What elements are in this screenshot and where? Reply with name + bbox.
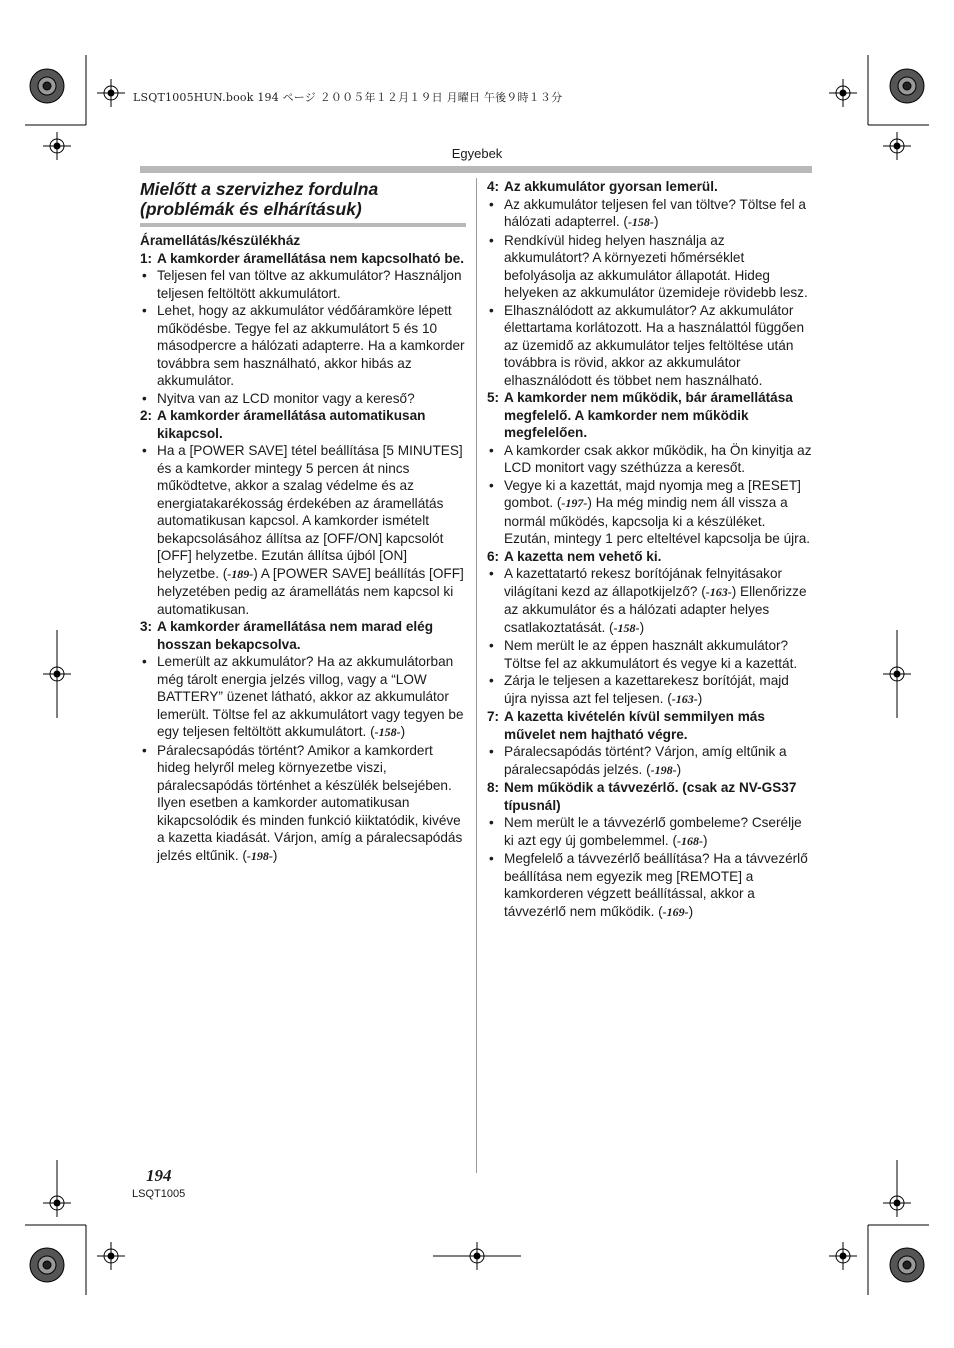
- list-item-text: [504, 196, 813, 232]
- bullet-icon: •: [489, 442, 494, 458]
- list-item-text: [504, 442, 813, 477]
- numbered-problem: [140, 618, 466, 653]
- list-item-text: [157, 390, 466, 408]
- crosshair-icon: [433, 1242, 521, 1270]
- item-text: A kamkorder csak akkor működik, ha Ön kinyitja az LCD monitort vagy széthúzza a keresőt.: [504, 442, 812, 475]
- page-reference: -197-: [561, 496, 588, 510]
- problem-title: A kamkorder áramellátása automatikusan kikapcsol.: [157, 408, 426, 441]
- list-item-text: [157, 742, 466, 866]
- bullet-icon: •: [489, 851, 494, 866]
- section-label: Egyebek: [451, 146, 503, 161]
- list-item: [140, 653, 466, 742]
- list-item: [140, 742, 466, 866]
- bullet-icon: •: [489, 744, 494, 759]
- item-text: ): [697, 690, 703, 706]
- bullet-icon: •: [142, 654, 147, 669]
- list-item-text: [157, 442, 466, 618]
- bullet-icon: •: [489, 196, 494, 212]
- list-item: [487, 477, 813, 548]
- column-divider: [476, 178, 477, 1173]
- problem-title: A kamkorder nem működik, bár áramellátása megfelelő. A kamkorder nem működik megfelelően.: [504, 390, 793, 440]
- title-rule: [140, 223, 466, 227]
- list-item: [487, 672, 813, 708]
- problem-title: A kazetta nem vehető ki.: [504, 548, 662, 564]
- page-reference: -158-: [374, 725, 401, 739]
- list-item: [140, 390, 466, 408]
- crosshair-icon: [883, 630, 911, 718]
- bullet-icon: •: [489, 232, 494, 248]
- list-item: [487, 850, 813, 921]
- item-text: Lehet, hogy az akkumulátor védőáramköre lépett működésbe. Tegye fel az akkumulátort 5 és 10 másodpercre a hálózati adapterre. Ha a kamkorder továbbra sem használható, akkor hibás az akkumulátor.: [157, 303, 465, 388]
- item-text: A kazettatartó rekesz borítójának felnyitásakor világítani kezd az állapotkijelző? (: [504, 566, 783, 599]
- list-item-text: [504, 477, 813, 548]
- list-item: [487, 302, 813, 390]
- problem-number: 2:: [140, 408, 153, 423]
- bullet-icon: •: [489, 302, 494, 318]
- page-reference: -189-: [227, 566, 254, 581]
- numbered-problem: [487, 389, 813, 442]
- list-item-text: [504, 232, 813, 302]
- document-code: LSQT1005: [132, 1188, 186, 1200]
- page-reference: -169-: [662, 904, 689, 919]
- problem-title: Az akkumulátor gyorsan lemerül.: [504, 179, 718, 194]
- page-reference: -163-: [705, 584, 732, 599]
- item-text: Ha a [POWER SAVE] tétel beállítása [5 MINUTES] és a kamkorder mintegy 5 percen át nincs működtetve, akkor a szalag védelme és az energiatakarékosság érdekében az áramellátás automatikusan kapcsol. A kamkorder ismételt bekapcsolásához állítsa az [OFF/ON] kapcsolót [OFF] helyzetbe. Ezután állítsa újból [ON] helyzetbe. (: [157, 443, 463, 581]
- page-reference: -198-: [650, 762, 677, 777]
- problem-number: 7:: [487, 709, 500, 724]
- list-item: [140, 267, 466, 302]
- print-header: LSQT1005HUN.book 194 ページ ２００５年１２月１９日 月曜日 午後９時１３分: [133, 91, 563, 104]
- bullet-icon: •: [142, 303, 147, 318]
- problem-title: A kamkorder áramellátása nem marad elég hosszan bekapcsolva.: [157, 619, 434, 652]
- numbered-problem: [140, 250, 466, 268]
- item-text: Zárja le teljesen a kazettarekesz borítóját, majd újra nyissa azt fel teljesen. (: [504, 673, 789, 706]
- item-text: Elhasználódott az akkumulátor? Az akkumulátor élettartama korlátozott. Ha a használattól függően az üzemidő az akkumulátor teljes feltöltése után továbbra is rövid, akkor az akkumulátor elhasználódott és többet nem használható.: [504, 302, 804, 388]
- registration-disc-icon: [890, 69, 924, 103]
- problem-number: 1:: [140, 250, 153, 266]
- section-heading: Áramellátás/készülékház: [140, 233, 301, 248]
- registration-disc-icon: [30, 69, 64, 103]
- item-text: Lemerült az akkumulátor? Ha az akkumulátorban még tárolt energia jelzés villog, vagy a “LOW BATTERY” üzenet látható, akkor az akkumulátor lemerült. Töltse fel az akkumulátort vagy tegyen be egy teljesen feltöltött akkumulátort. (: [157, 654, 464, 739]
- item-text: Nem merült le a távvezérlő gombeleme? Cserélje ki azt egy új gombelemmel. (: [504, 815, 802, 848]
- list-item-text: [157, 267, 466, 302]
- bullet-icon: •: [142, 443, 147, 458]
- page-reference: -163-: [671, 691, 698, 706]
- page-title: Mielőtt a szervizhez fordulna (problémák és elhárításuk): [140, 179, 379, 219]
- bullet-icon: •: [489, 638, 494, 653]
- problem-title: Nem működik a távvezérlő. (csak az NV-GS37 típusnál): [504, 780, 797, 813]
- bullet-icon: •: [489, 566, 494, 581]
- list-item-text: [504, 302, 813, 390]
- item-text: ): [639, 619, 645, 635]
- item-text: ) Ellenőrizze az akkumulátor és a hálózati adapter helyes csatlakoztatását. (: [504, 583, 807, 635]
- page-reference: -168-: [677, 833, 704, 848]
- item-text: Megfelelő a távvezérlő beállítása? Ha a távvezérlő beállítása nem egyezik meg [REMOTE] a kamkorderen végzett beállítással, akkor a távvezérlő nem működik. (: [504, 851, 808, 919]
- crosshair-icon: [97, 1242, 125, 1270]
- bullet-icon: •: [142, 268, 147, 283]
- page-reference: -158-: [613, 620, 640, 635]
- item-text: Rendkívül hideg helyen használja az akkumulátort? A környezeti hőmérséklet befolyásolja az akkumulátor állapotát. Hideg helyeken az akkumulátor üzemideje rövidebb lesz.: [504, 232, 808, 300]
- problem-number: 4:: [487, 179, 500, 194]
- item-text: ) Ha még mindig nem áll vissza a normál működés, kapcsolja ki a készüléket. Ezután, mintegy 1 perc elteltével kapcsolja be újra.: [504, 495, 811, 546]
- problem-title: A kamkorder áramellátása nem kapcsolható be.: [157, 250, 465, 266]
- list-item-text: [504, 743, 813, 779]
- crosshair-icon: [43, 1160, 71, 1217]
- crosshair-icon: [829, 1242, 857, 1270]
- page-number: 194: [146, 1166, 172, 1185]
- item-text: ): [272, 847, 278, 863]
- problem-number: 5:: [487, 390, 500, 405]
- list-item: [487, 196, 813, 232]
- bullet-icon: •: [489, 815, 494, 830]
- bullet-icon: •: [489, 673, 494, 688]
- crosshair-icon: [43, 630, 71, 718]
- list-item-text: [504, 814, 813, 850]
- problem-number: 6:: [487, 548, 500, 564]
- list-item: [140, 302, 466, 390]
- item-text: Vegye ki a kazettát, majd nyomja meg a [RESET] gombot. (: [504, 477, 801, 510]
- item-text: Páralecsapódás történt? Amikor a kamkordert hideg helyről meleg környezetbe viszi, páralecsapódás történhet a készülék belsejében. Ilyen esetben a kamkorder automatikusan kikapcsolódik és minden funkció kiiktatódik, kivéve a kazetta kiadását. Várjon, amíg a páralecsapódás jelzés eltűnik. (: [157, 742, 463, 863]
- bullet-icon: •: [142, 742, 147, 758]
- right-column: [487, 178, 813, 921]
- item-text: ): [688, 903, 694, 919]
- list-item-text: [504, 565, 813, 637]
- item-text: ): [653, 214, 659, 229]
- numbered-problem: [487, 548, 813, 566]
- item-text: ): [400, 724, 406, 739]
- list-item: [487, 814, 813, 850]
- item-text: Az akkumulátor teljesen fel van töltve? Töltse fel a hálózati adapterrel. (: [504, 196, 806, 229]
- numbered-problem: [487, 708, 813, 743]
- item-text: Páralecsapódás történt? Várjon, amíg eltűnik a páralecsapódás jelzés. (: [504, 744, 787, 777]
- item-text: ): [676, 761, 682, 777]
- item-text: Teljesen fel van töltve az akkumulátor? Használjon teljesen feltöltött akkumulátort.: [157, 268, 462, 301]
- bullet-icon: •: [489, 477, 494, 493]
- top-rule: [140, 166, 812, 173]
- list-item: [487, 565, 813, 637]
- registration-disc-icon: [890, 1248, 924, 1282]
- problem-number: 3:: [140, 619, 153, 634]
- crosshair-icon: [97, 79, 125, 107]
- crosshair-icon: [883, 1160, 911, 1217]
- page-reference: -158-: [627, 215, 654, 229]
- numbered-problem: [487, 779, 813, 814]
- item-text: Nem merült le az éppen használt akkumulátor? Töltse fel az akkumulátort és vegye ki a kazettát.: [504, 638, 798, 671]
- list-item: [487, 232, 813, 302]
- problem-title: A kazetta kivételén kívül semmilyen más művelet nem hajtható végre.: [504, 709, 765, 742]
- registration-disc-icon: [30, 1248, 64, 1282]
- list-item-text: [504, 672, 813, 708]
- list-item-text: [504, 850, 813, 921]
- item-text: ): [703, 832, 708, 848]
- numbered-problem: [140, 407, 466, 442]
- numbered-problem: [487, 178, 813, 196]
- item-text: Nyitva van az LCD monitor vagy a kereső?: [157, 390, 415, 406]
- list-item-text: [157, 302, 466, 390]
- list-item: [487, 442, 813, 477]
- page-reference: -198-: [246, 848, 273, 863]
- list-item-text: [504, 637, 813, 672]
- crosshair-icon: [829, 79, 857, 107]
- list-item: [140, 442, 466, 618]
- bullet-icon: •: [142, 390, 147, 406]
- problem-number: 8:: [487, 780, 500, 795]
- left-column: [140, 230, 466, 865]
- list-item: [487, 743, 813, 779]
- list-item: [487, 637, 813, 672]
- list-item-text: [157, 653, 466, 742]
- item-text: ) A [POWER SAVE] beállítás [OFF] helyzetében pedig az áramellátás nem kapcsol ki automatikusan.: [157, 565, 464, 617]
